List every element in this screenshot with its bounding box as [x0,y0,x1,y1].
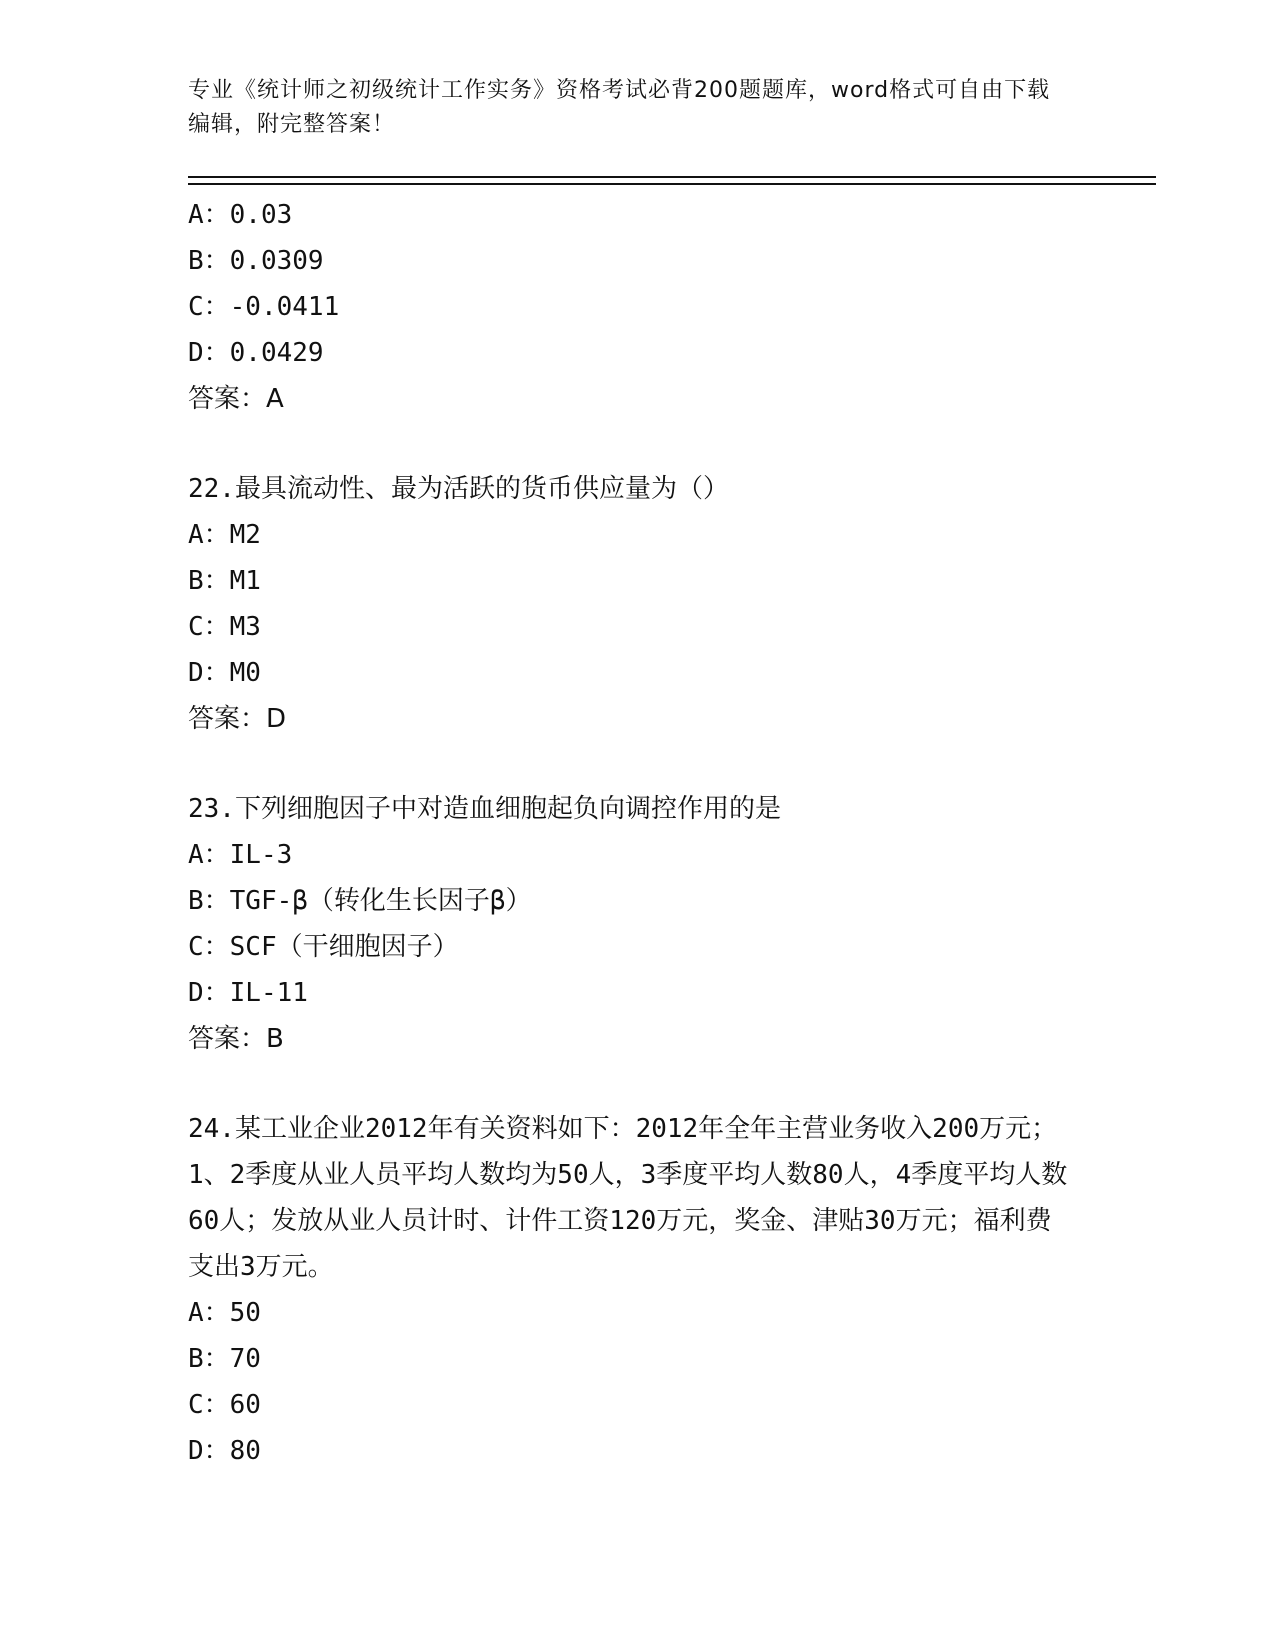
header-rule-top [188,176,1156,178]
option-d: D：0.0429 [188,338,324,368]
document-header: 专业《统计师之初级统计工作实务》资格考试必背200题题库，word格式可自由下载编辑，附完整答案！ [188,78,1051,137]
question-24 [188,1106,1088,1474]
option-d: D：80 [188,1436,261,1466]
option-b: B：0.0309 [188,246,324,276]
option-a: A：0.03 [188,200,293,230]
option-c: C：60 [188,1390,261,1420]
question-stem: 22.最具流动性、最为活跃的货币供应量为（） [188,474,729,504]
question-list [188,192,1088,1474]
option-a: A：M2 [188,520,261,550]
question-21 [188,192,1088,422]
question-stem: 23.下列细胞因子中对造血细胞起负向调控作用的是 [188,794,781,824]
option-d: D：IL-11 [188,978,308,1008]
option-c: C：SCF（干细胞因子） [188,932,459,962]
option-a: A：50 [188,1298,261,1328]
option-c: C：M3 [188,612,261,642]
header-rule-bottom [188,183,1156,185]
option-b: B：TGF-β（转化生长因子β） [188,886,532,916]
option-a: A：IL-3 [188,840,293,870]
answer: 答案：A [188,384,284,414]
option-c: C：-0.0411 [188,292,340,322]
option-d: D：M0 [188,658,261,688]
question-22 [188,466,1088,742]
option-b: B：M1 [188,566,261,596]
answer: 答案：B [188,1024,284,1054]
question-stem: 24.某工业企业2012年有关资料如下：2012年全年主营业务收入200万元；1、2季度从业人员平均人数均为50人，3季度平均人数80人，4季度平均人数60人；发放从业人员计时、计件工资120万元，奖金、津贴30万元；福利费支出3万元。 [188,1114,1068,1282]
answer: 答案：D [188,704,287,734]
option-b: B：70 [188,1344,261,1374]
question-23 [188,786,1088,1062]
